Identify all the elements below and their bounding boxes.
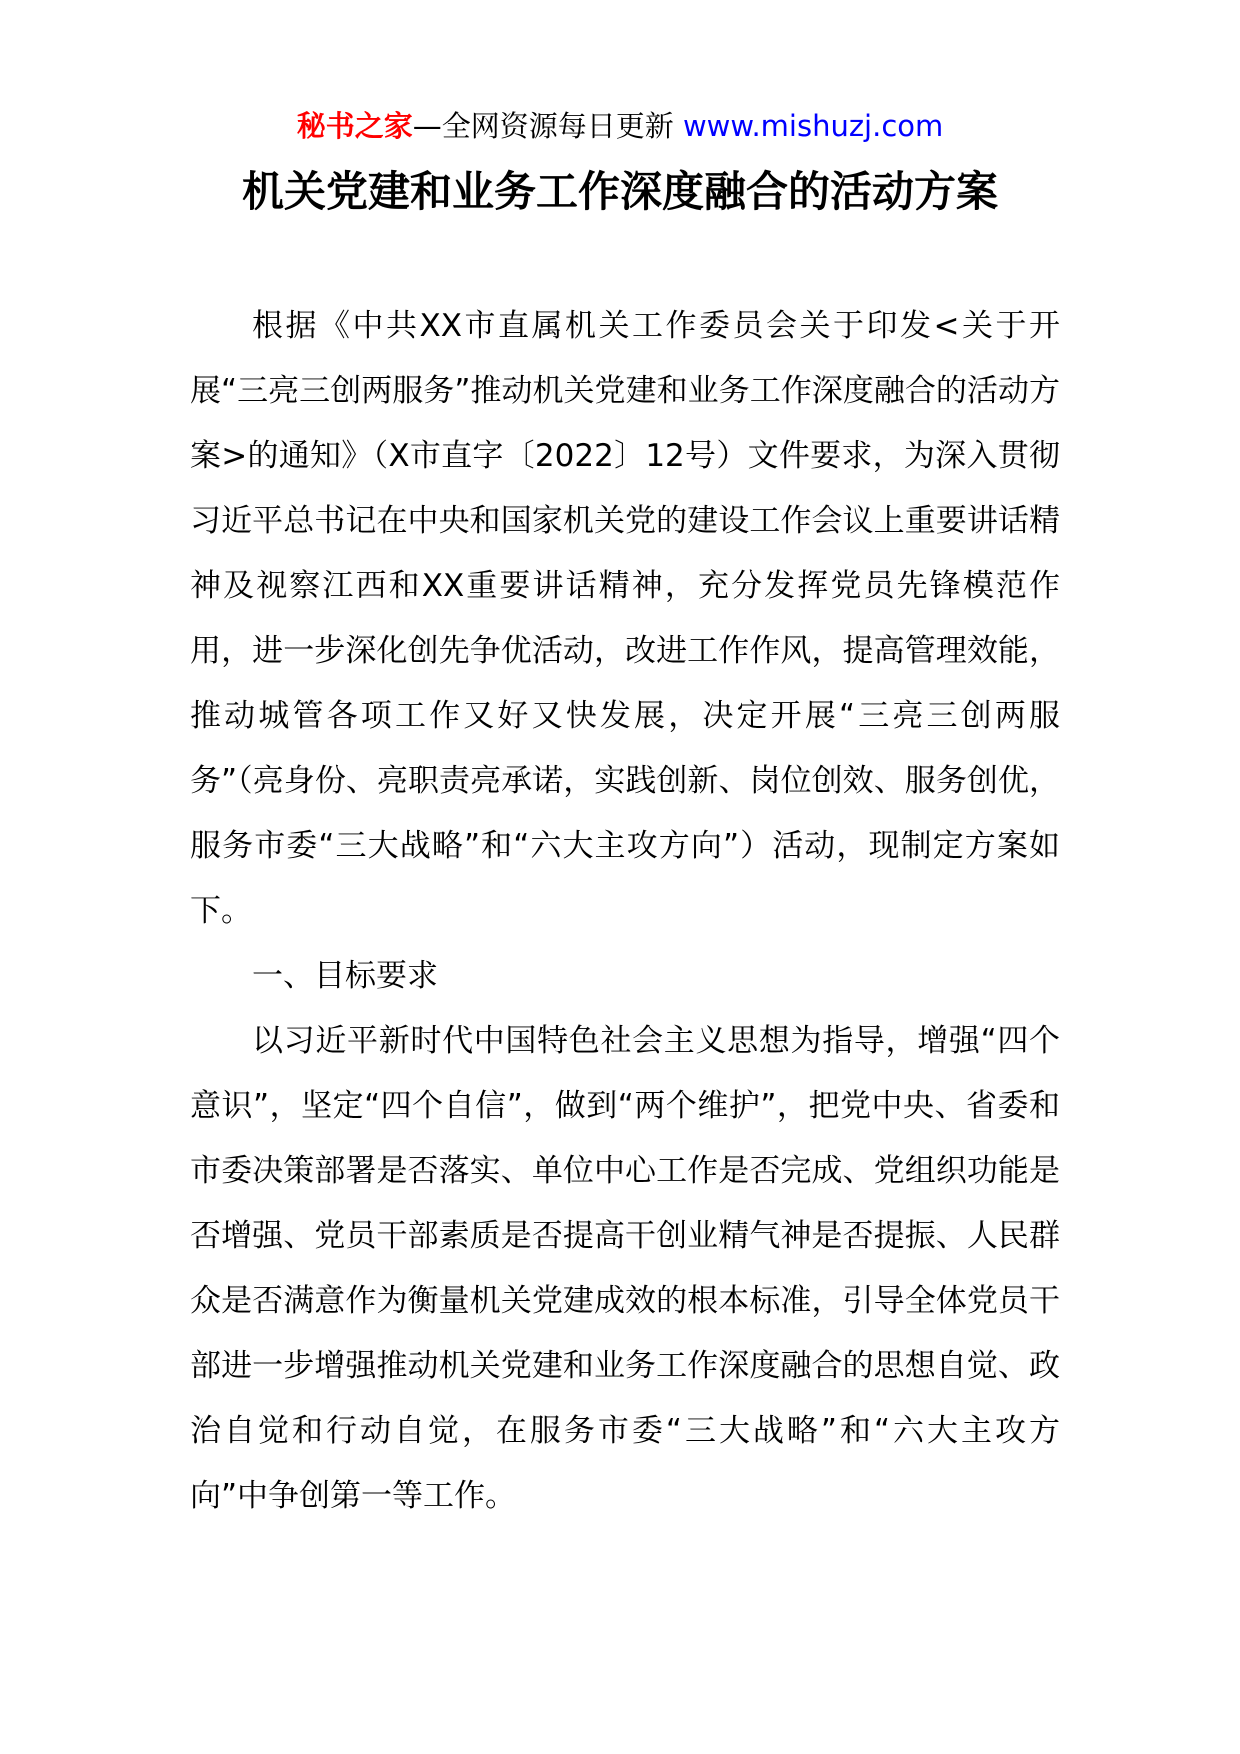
document-body bbox=[190, 294, 1060, 1529]
document-title: 机关党建和业务工作深度融合的活动方案 bbox=[241, 167, 998, 216]
site-brand: 秘书之家 bbox=[296, 109, 413, 143]
body-paragraph: 以习近平新时代中国特色社会主义思想为指导，增强“四个意识”，坚定“四个自信”，做到“两个维护”，把党中央、省委和市委决策部署是否落实、单位中心工作是否完成、党组织功能是否增强、党员干部素质是否提高干创业精气神是否提振、人民群众是否满意作为衡量机关党建成效的根本标准，引导全体党员干部进一步增强推动机关党建和业务工作深度融合的思想自觉、政治自觉和行动自觉，在服务市委“三大战略”和“六大主攻方向”中争创第一等工作。 bbox=[190, 1023, 1060, 1514]
intro-paragraph: 根据《中共XX市直属机关工作委员会关于印发<关于开展“三亮三创两服务”推动机关党建和业务工作深度融合的活动方案>的通知》（X市直字〔2022〕12号）文件要求，为深入贯彻习近平总书记在中央和国家机关党的建设工作会议上重要讲话精神及视察江西和XX重要讲话精神，充分发挥党员先锋模范作用，进一步深化创先争优活动，改进工作作风，提高管理效能，推动城管各项工作又好又快发展，决定开展“三亮三创两服务”（亮身份、亮职责亮承诺，实践创新、岗位创效、服务创优，服务市委“三大战略”和“六大主攻方向”）活动，现制定方案如下。 bbox=[190, 308, 1060, 929]
site-tagline: —全网资源每日更新 bbox=[412, 109, 674, 143]
site-url-link[interactable]: www.mishuzj.com bbox=[682, 109, 944, 143]
section-heading: 一、目标要求 bbox=[252, 958, 438, 994]
site-header bbox=[0, 104, 1240, 148]
